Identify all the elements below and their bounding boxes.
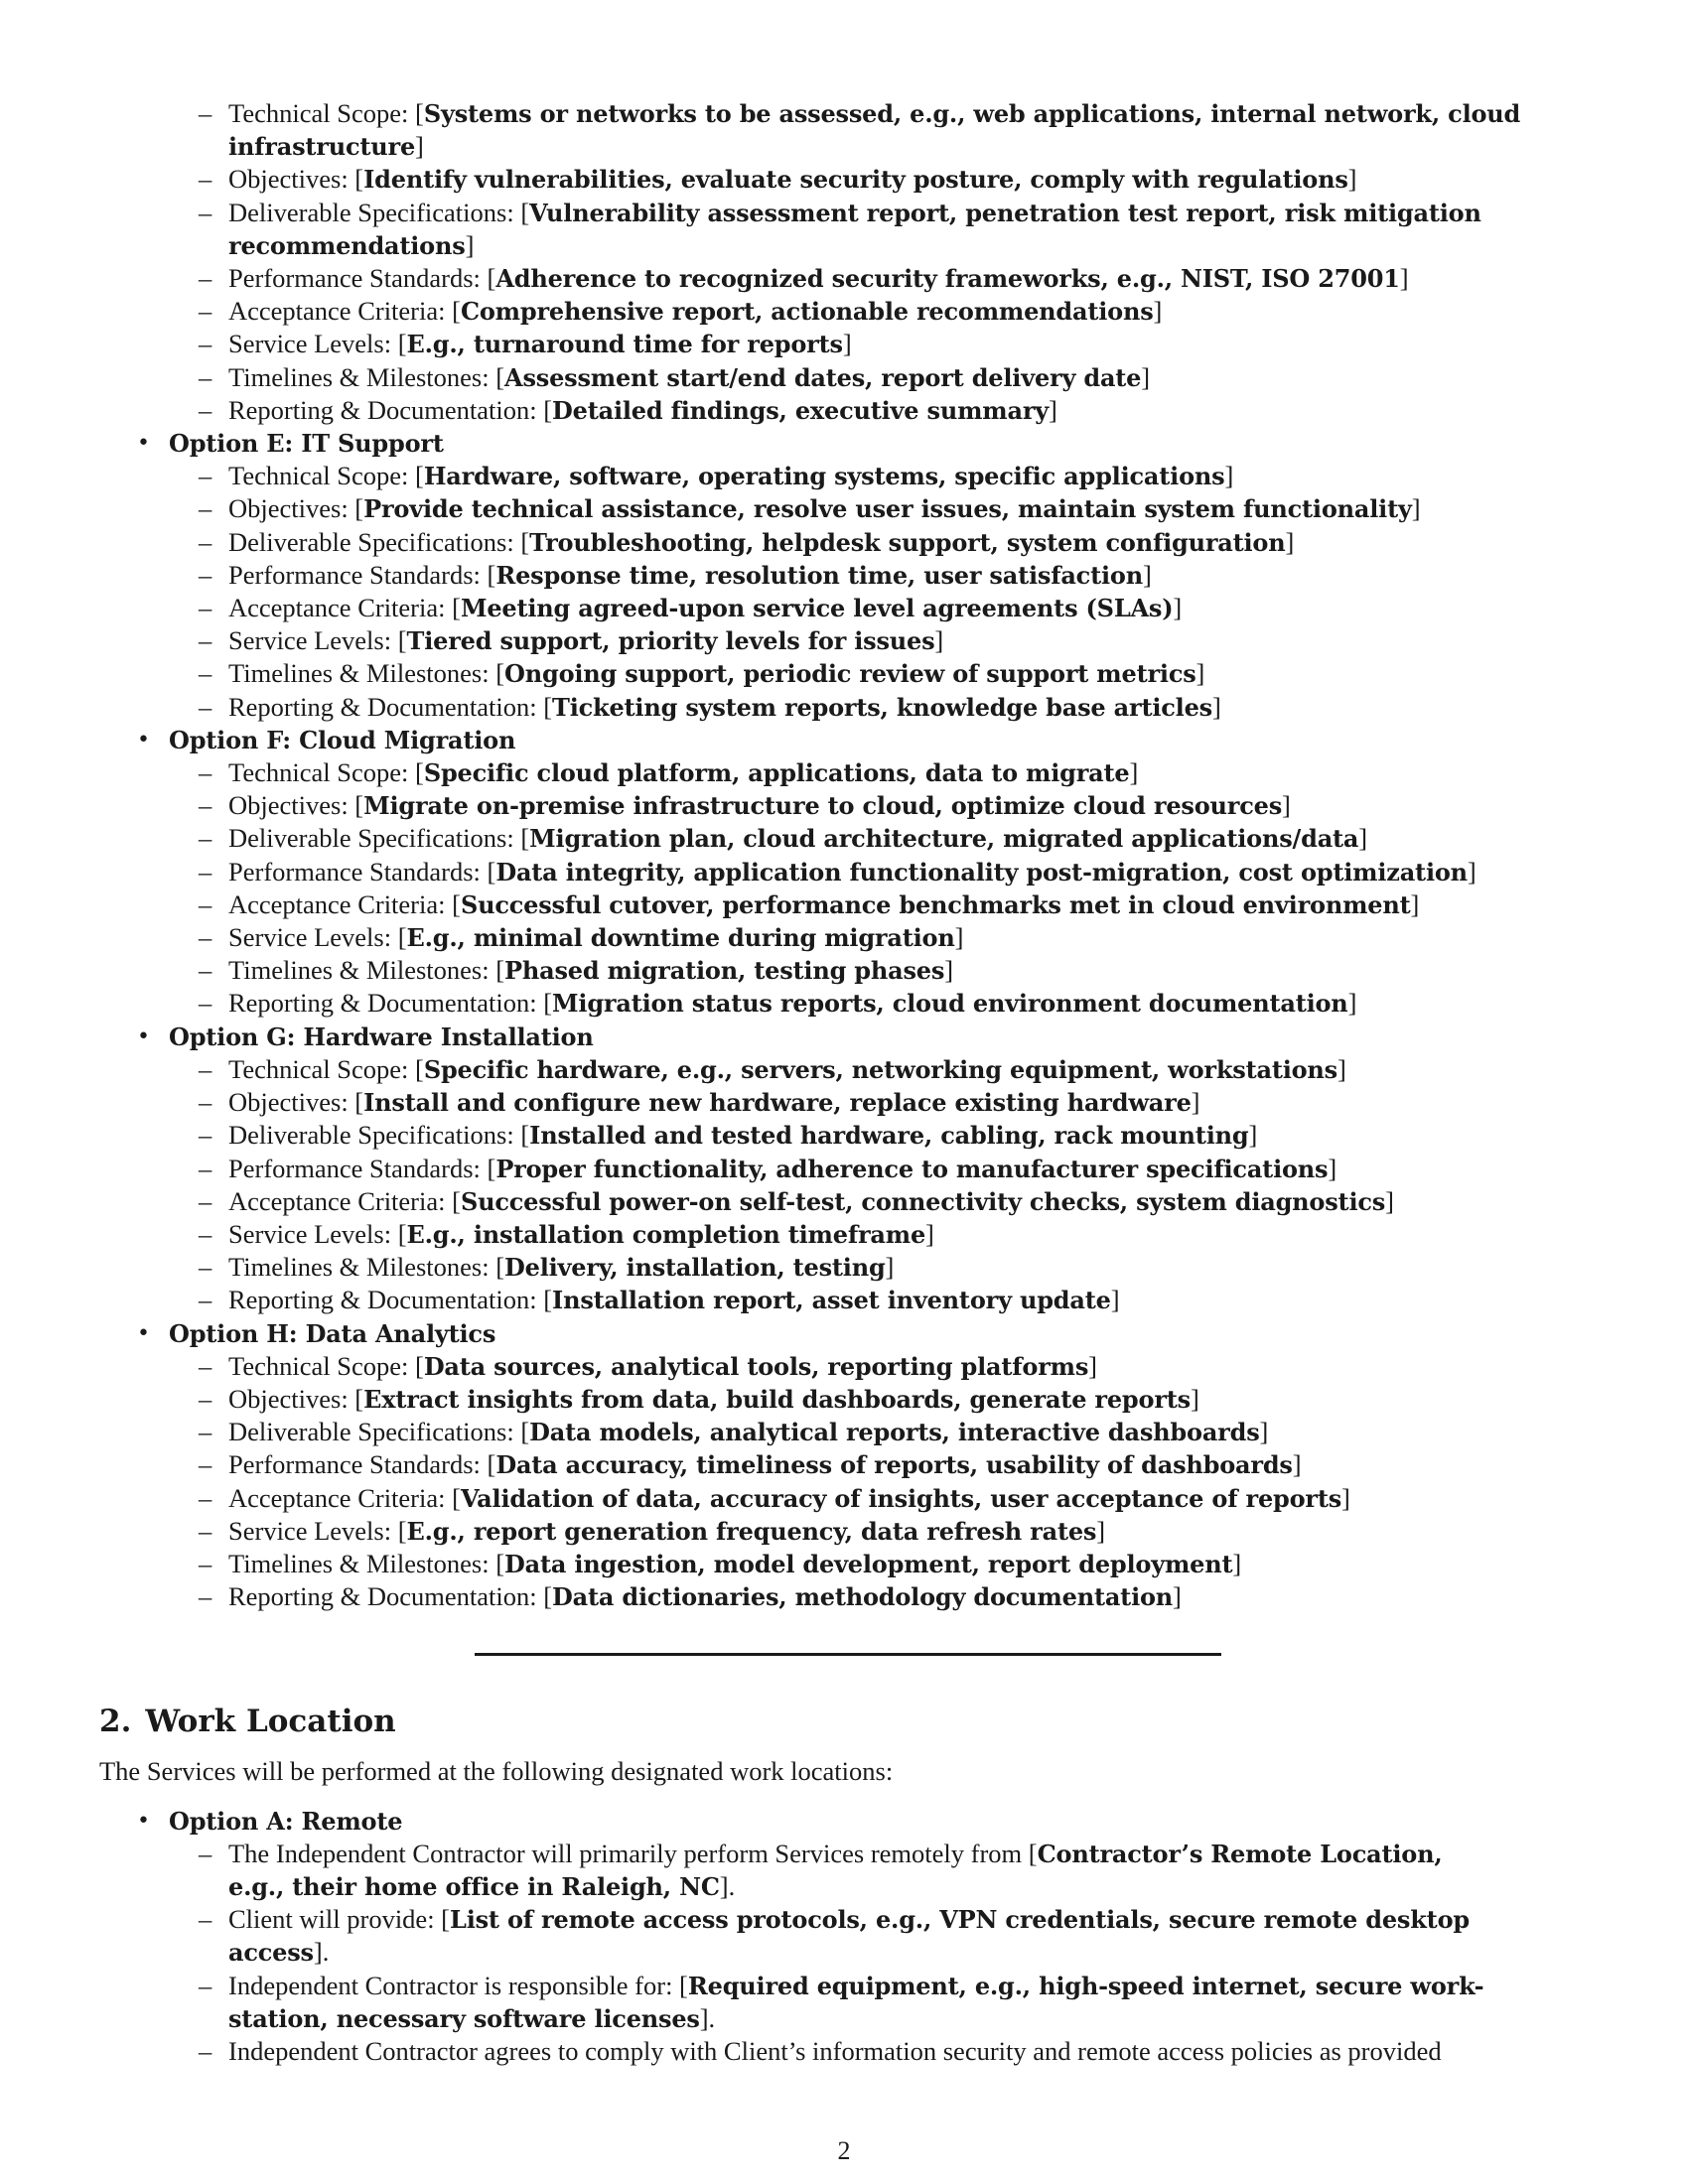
sub-list-item [99, 163, 1589, 196]
bold-value-text: Validation of data, accuracy of insights, user acceptance of reports [460, 1483, 1342, 1513]
label-text: ]. [719, 1870, 736, 1901]
label-text: ] [1173, 1581, 1182, 1612]
label-text: Reporting & Documentation: [ [228, 1581, 553, 1612]
dash-bullet-icon: – [199, 296, 212, 327]
label-text: ] [1196, 658, 1205, 689]
dash-bullet-icon: – [199, 1449, 212, 1480]
label-text: Objectives: [ [228, 164, 364, 195]
label-text: Client will provide: [ [228, 1904, 451, 1935]
dash-bullet-icon: – [199, 1285, 212, 1315]
label-text: Reporting & Documentation: [ [228, 988, 553, 1019]
sub-list-item [99, 328, 1589, 360]
label-text: ] [1341, 1482, 1350, 1513]
label-text: The Services will be performed at the following designated work locations: [99, 1756, 894, 1787]
label-text: ] [1282, 790, 1291, 821]
bold-value-text: E.g., report generation frequency, data refresh rates [406, 1516, 1097, 1546]
option-list-item [99, 427, 1589, 460]
sub-list-item [99, 856, 1589, 888]
dash-bullet-icon: – [199, 493, 212, 524]
sub-list-item [99, 1548, 1589, 1580]
section-title: Work Location [145, 1704, 396, 1740]
label-text: Acceptance Criteria: [ [228, 888, 461, 919]
sub-list-item [99, 197, 1589, 229]
dash-bullet-icon: – [199, 559, 212, 590]
sub-list-item [99, 559, 1589, 592]
label-text: ] [1190, 1383, 1199, 1414]
label-text: Acceptance Criteria: [ [228, 1482, 461, 1513]
label-text: ] [1224, 461, 1234, 491]
label-text: The Independent Contractor will primarily perform Services remotely from [ [228, 1838, 1038, 1868]
label-text: Independent Contractor is responsible for: [ [228, 1970, 688, 2000]
dash-bullet-icon: – [199, 593, 212, 623]
dash-bullet-icon: – [199, 197, 212, 227]
label-text: Technical Scope: [ [228, 1350, 424, 1381]
bold-value-text: Installation report, asset inventory update [552, 1286, 1111, 1315]
bold-value-text: Extract insights from data, build dashboards, generate reports [363, 1384, 1191, 1414]
label-text: Reporting & Documentation: [ [228, 691, 553, 722]
bold-value-text: Provide technical assistance, resolve user issues, maintain system functionality [363, 494, 1412, 524]
bold-value-text: Migration status reports, cloud environment documentation [552, 989, 1348, 1019]
sub-list-item [99, 1119, 1589, 1152]
label-text: ] [1049, 394, 1057, 425]
label-text: ] [1232, 1548, 1242, 1578]
sub-list-item [99, 295, 1589, 328]
bold-value-text: Ongoing support, periodic review of support metrics [504, 659, 1196, 689]
label-text: Deliverable Specifications: [ [228, 823, 530, 854]
bold-value-text: Option G: Hardware Installation [169, 1022, 594, 1051]
sub-list-item [99, 1153, 1589, 1185]
label-text: Timelines & Milestones: [ [228, 361, 505, 392]
bold-value-text: Identify vulnerabilities, evaluate security posture, comply with regulations [363, 165, 1348, 195]
bold-value-text: e.g., their home office in Raleigh, NC [228, 1871, 720, 1901]
bold-value-text: Data models, analytical reports, interactive dashboards [529, 1418, 1260, 1447]
sub-list-item [99, 394, 1589, 427]
bold-value-text: List of remote access protocols, e.g., VPN credentials, secure remote desktop [450, 1905, 1470, 1935]
label-text: Performance Standards: [ [228, 856, 496, 887]
label-text: ] [1410, 888, 1420, 919]
option-list-item [99, 1805, 1589, 1838]
sub-list-item [99, 1970, 1589, 2002]
label-text: ] [1347, 164, 1357, 195]
dash-bullet-icon: – [199, 856, 212, 887]
bold-value-text: Data integrity, application functionality post-migration, cost optimization [495, 857, 1468, 887]
bold-value-text: Data accuracy, timeliness of reports, usability of dashboards [495, 1450, 1293, 1480]
dash-bullet-icon: – [199, 461, 212, 491]
sub-list-item [99, 526, 1589, 559]
bold-value-text: E.g., minimal downtime during migration [406, 923, 955, 953]
sub-list-item [99, 954, 1589, 987]
label-text: Service Levels: [ [228, 922, 407, 953]
label-text: ] [1358, 823, 1368, 854]
label-text: ] [1285, 526, 1295, 557]
bold-value-text: Detailed findings, executive summary [552, 395, 1050, 425]
option-list-item [99, 1317, 1589, 1350]
sub-list-item [99, 2035, 1589, 2068]
bold-value-text: Delivery, installation, testing [504, 1253, 886, 1283]
dash-bullet-icon: – [199, 1053, 212, 1084]
label-text: Service Levels: [ [228, 1515, 407, 1546]
sub-list-item [99, 756, 1589, 789]
sub-list-item [99, 624, 1589, 657]
bold-value-text: station, necessary software licenses [228, 2003, 700, 2033]
dash-bullet-icon: – [199, 1548, 212, 1578]
label-text: ]. [313, 1937, 330, 1968]
bold-value-text: access [228, 1938, 314, 1968]
dash-bullet-icon: – [199, 1218, 212, 1249]
label-text: ] [1337, 1053, 1346, 1084]
sub-list-item [99, 1350, 1589, 1383]
section-heading [99, 1702, 1589, 1741]
dash-bullet-icon: – [199, 1153, 212, 1183]
section-number: 2. [99, 1704, 132, 1740]
label-text: ] [415, 131, 424, 162]
dash-bullet-icon: – [199, 1350, 212, 1381]
label-text: Technical Scope: [ [228, 757, 424, 788]
sub-list-item [99, 1218, 1589, 1251]
bold-value-text: Comprehensive report, actionable recommendations [460, 297, 1154, 327]
bullet-icon: • [137, 1024, 150, 1049]
dash-bullet-icon: – [199, 1970, 212, 2000]
bold-value-text: Phased migration, testing phases [504, 956, 945, 986]
page-number: 2 [837, 2136, 851, 2165]
bold-value-text: Data sources, analytical tools, reporting platforms [423, 1351, 1089, 1381]
label-text: Deliverable Specifications: [ [228, 1120, 530, 1151]
label-text: ] [1347, 988, 1357, 1019]
list-item-continuation [99, 130, 1589, 163]
dash-bullet-icon: – [199, 1515, 212, 1546]
dash-bullet-icon: – [199, 790, 212, 821]
dash-bullet-icon: – [199, 98, 212, 128]
label-text: Acceptance Criteria: [ [228, 296, 461, 327]
label-text: Objectives: [ [228, 1087, 364, 1118]
label-text: ] [842, 329, 852, 359]
bold-value-text: Required equipment, e.g., high-speed internet, secure work- [687, 1971, 1484, 2000]
label-text: ] [934, 625, 944, 656]
label-text: Performance Standards: [ [228, 263, 496, 294]
paragraph [99, 1755, 1589, 1788]
dash-bullet-icon: – [199, 1383, 212, 1414]
label-text: ] [1142, 559, 1152, 590]
label-text: Deliverable Specifications: [ [228, 1417, 530, 1447]
label-text: Technical Scope: [ [228, 98, 424, 128]
bold-value-text: Successful power-on self-test, connectivity checks, system diagnostics [460, 1186, 1386, 1216]
label-text: Objectives: [ [228, 493, 364, 524]
bold-value-text: E.g., installation completion timeframe [406, 1219, 926, 1249]
sub-list-item [99, 361, 1589, 394]
label-text: Timelines & Milestones: [ [228, 658, 505, 689]
label-text: ] [465, 229, 475, 260]
horizontal-rule [475, 1653, 1221, 1656]
dash-bullet-icon: – [199, 1252, 212, 1283]
dash-bullet-icon: – [199, 691, 212, 722]
label-text: Timelines & Milestones: [ [228, 1252, 505, 1283]
bold-value-text: Systems or networks to be assessed, e.g., web applications, internal network, cloud [423, 99, 1521, 128]
dash-bullet-icon: – [199, 757, 212, 788]
list-item-continuation [99, 2002, 1589, 2035]
label-text: Reporting & Documentation: [ [228, 1285, 553, 1315]
sub-list-item [99, 1448, 1589, 1481]
dash-bullet-icon: – [199, 1482, 212, 1513]
label-text: Objectives: [ [228, 790, 364, 821]
sub-list-item [99, 1086, 1589, 1119]
label-text: Deliverable Specifications: [ [228, 197, 530, 227]
label-text: ]. [699, 2002, 716, 2033]
dash-bullet-icon: – [199, 922, 212, 953]
label-text: ] [1385, 1185, 1394, 1216]
dash-bullet-icon: – [199, 526, 212, 557]
sub-list-item [99, 657, 1589, 690]
bold-value-text: E.g., turnaround time for reports [406, 330, 843, 359]
bold-value-text: Install and configure new hardware, replace existing hardware [363, 1088, 1192, 1118]
label-text: ] [1153, 296, 1163, 327]
bold-value-text: infrastructure [228, 132, 416, 162]
sub-list-item [99, 1416, 1589, 1448]
label-text: ] [1088, 1350, 1097, 1381]
bold-value-text: Assessment start/end dates, report delivery date [504, 362, 1142, 392]
label-text: Deliverable Specifications: [ [228, 526, 530, 557]
label-text: Acceptance Criteria: [ [228, 593, 461, 623]
dash-bullet-icon: – [199, 394, 212, 425]
bold-value-text: Specific hardware, e.g., servers, networking equipment, workstations [423, 1054, 1337, 1084]
bold-value-text: Tiered support, priority levels for issues [406, 626, 935, 656]
label-text: ] [954, 922, 964, 953]
bold-value-text: Data ingestion, model development, report deployment [504, 1549, 1233, 1578]
label-text: Performance Standards: [ [228, 559, 496, 590]
bold-value-text: Option F: Cloud Migration [169, 725, 516, 754]
sub-list-item [99, 1284, 1589, 1316]
sub-list-item [99, 97, 1589, 130]
sub-list-item [99, 1903, 1589, 1936]
bold-value-text: Successful cutover, performance benchmarks met in cloud environment [460, 889, 1411, 919]
label-text: ] [1399, 263, 1409, 294]
bold-value-text: Option A: Remote [169, 1806, 403, 1836]
dash-bullet-icon: – [199, 1417, 212, 1447]
sub-list-item [99, 592, 1589, 624]
sub-list-item [99, 460, 1589, 492]
bold-value-text: Vulnerability assessment report, penetration test report, risk mitigation [529, 198, 1481, 227]
bullet-icon: • [137, 727, 150, 752]
document-body [99, 97, 1589, 2068]
sub-list-item [99, 1515, 1589, 1548]
bold-value-text: Migrate on-premise infrastructure to cloud, optimize cloud resources [363, 791, 1283, 821]
label-text: ] [925, 1218, 934, 1249]
sub-list-item [99, 921, 1589, 954]
bullet-icon: • [137, 1320, 150, 1346]
label-text: ] [1173, 593, 1183, 623]
bold-value-text: recommendations [228, 230, 466, 260]
bold-value-text: Meeting agreed-upon service level agreements (SLAs) [460, 594, 1174, 623]
dash-bullet-icon: – [199, 263, 212, 294]
dash-bullet-icon: – [199, 1120, 212, 1151]
sub-list-item [99, 1185, 1589, 1218]
label-text: ] [944, 955, 954, 986]
dash-bullet-icon: – [199, 988, 212, 1019]
dash-bullet-icon: – [199, 1904, 212, 1935]
sub-list-item [99, 1383, 1589, 1416]
bold-value-text: Troubleshooting, helpdesk support, system configuration [529, 527, 1286, 557]
dash-bullet-icon: – [199, 1581, 212, 1612]
label-text: Reporting & Documentation: [ [228, 394, 553, 425]
dash-bullet-icon: – [199, 888, 212, 919]
bullet-icon: • [137, 431, 150, 457]
dash-bullet-icon: – [199, 329, 212, 359]
bold-value-text: Proper functionality, adherence to manufacturer specifications [495, 1154, 1329, 1183]
sub-list-item [99, 822, 1589, 855]
bold-value-text: Hardware, software, operating systems, specific applications [423, 462, 1225, 491]
bold-value-text: Data dictionaries, methodology documentation [552, 1582, 1174, 1612]
bold-value-text: Installed and tested hardware, cabling, rack mounting [529, 1121, 1249, 1151]
label-text: Technical Scope: [ [228, 461, 424, 491]
sub-list-item [99, 1838, 1589, 1870]
dash-bullet-icon: – [199, 2035, 212, 2066]
list-item-continuation [99, 1870, 1589, 1903]
label-text: ] [1328, 1153, 1337, 1183]
label-text: Acceptance Criteria: [ [228, 1185, 461, 1216]
label-text: ] [1248, 1120, 1258, 1151]
bold-value-text: Specific cloud platform, applications, data to migrate [423, 758, 1130, 788]
dash-bullet-icon: – [199, 361, 212, 392]
list-item-continuation [99, 229, 1589, 262]
dash-bullet-icon: – [199, 1185, 212, 1216]
label-text: ] [1141, 361, 1151, 392]
sub-list-item [99, 1482, 1589, 1515]
label-text: Timelines & Milestones: [ [228, 1548, 505, 1578]
label-text: ] [1467, 856, 1477, 887]
label-text: ] [1110, 1285, 1120, 1315]
dash-bullet-icon: – [199, 625, 212, 656]
label-text: ] [1259, 1417, 1269, 1447]
sub-list-item [99, 987, 1589, 1020]
sub-list-item [99, 262, 1589, 295]
bold-value-text: Adherence to recognized security frameworks, e.g., NIST, ISO 27001 [495, 264, 1400, 294]
label-text: ] [1191, 1087, 1200, 1118]
sub-list-item [99, 1251, 1589, 1284]
dash-bullet-icon: – [199, 1838, 212, 1868]
bold-value-text: Option H: Data Analytics [169, 1318, 496, 1348]
bold-value-text: Ticketing system reports, knowledge base articles [552, 692, 1212, 722]
sub-list-item [99, 1580, 1589, 1613]
sub-list-item [99, 1053, 1589, 1086]
dash-bullet-icon: – [199, 955, 212, 986]
sub-list-item [99, 789, 1589, 822]
dash-bullet-icon: – [199, 658, 212, 689]
label-text: Objectives: [ [228, 1383, 364, 1414]
bold-value-text: Response time, resolution time, user satisfaction [495, 560, 1143, 590]
bold-value-text: Migration plan, cloud architecture, migrated applications/data [529, 824, 1359, 854]
bold-value-text: Option E: IT Support [169, 429, 444, 459]
label-text: ] [1129, 757, 1139, 788]
label-text: ] [1411, 493, 1421, 524]
dash-bullet-icon: – [199, 1087, 212, 1118]
sub-list-item [99, 888, 1589, 921]
label-text: Performance Standards: [ [228, 1153, 496, 1183]
sub-list-item [99, 492, 1589, 525]
label-text: Service Levels: [ [228, 625, 407, 656]
label-text: ] [1096, 1515, 1106, 1546]
label-text: Independent Contractor agrees to comply with Client’s information security and remote access policies as provided [228, 2035, 1442, 2066]
label-text: Performance Standards: [ [228, 1449, 496, 1480]
dash-bullet-icon: – [199, 164, 212, 195]
label-text: ] [885, 1252, 895, 1283]
bullet-icon: • [137, 1808, 150, 1834]
label-text: Service Levels: [ [228, 1218, 407, 1249]
bold-value-text: Contractor’s Remote Location, [1037, 1839, 1443, 1868]
label-text: ] [1211, 691, 1221, 722]
sub-list-item [99, 691, 1589, 724]
option-list-item [99, 724, 1589, 756]
label-text: Timelines & Milestones: [ [228, 955, 505, 986]
dash-bullet-icon: – [199, 823, 212, 854]
label-text: Technical Scope: [ [228, 1053, 424, 1084]
label-text: Service Levels: [ [228, 329, 407, 359]
option-list-item [99, 1021, 1589, 1053]
label-text: ] [1292, 1449, 1302, 1480]
list-item-continuation [99, 1936, 1589, 1969]
